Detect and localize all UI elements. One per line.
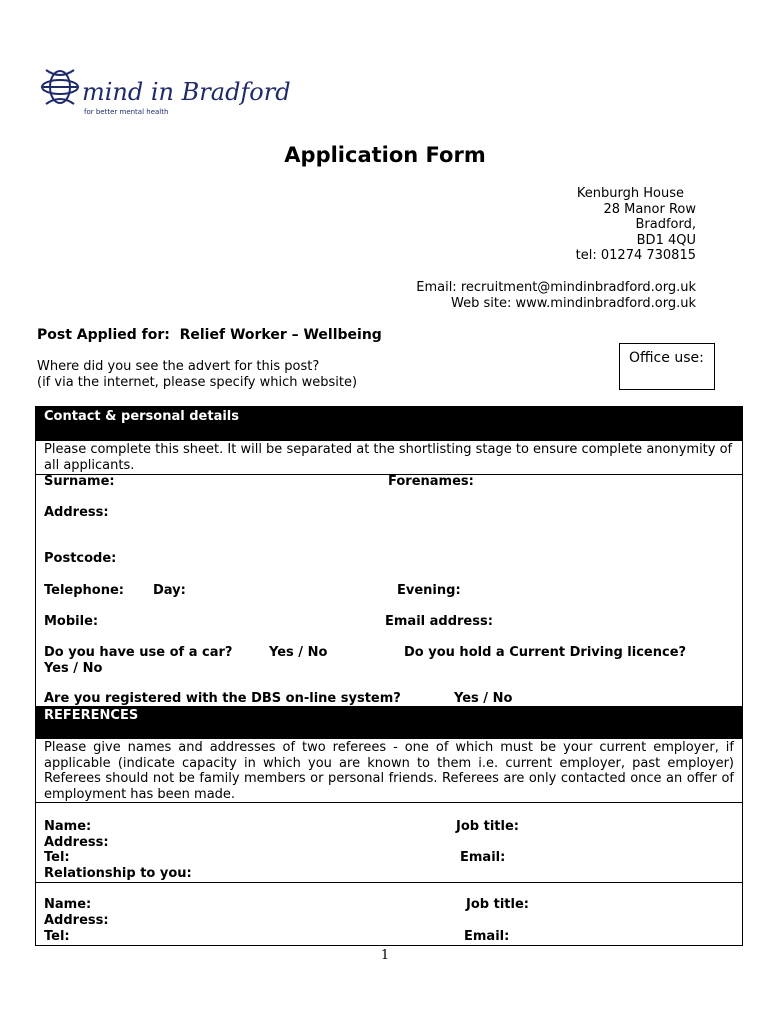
address-tel: tel: 01274 730815 (575, 248, 696, 264)
address-block (380, 186, 696, 311)
referee1-name-label: Name: (44, 819, 92, 834)
contact-intro: Please complete this sheet. It will be separated at the shortlisting stage to ensure complete anonymity of all applicants. (36, 441, 742, 475)
page-number: 1 (380, 948, 390, 963)
referee1-relationship-label: Relationship to you: (44, 866, 192, 881)
postcode-label: Postcode: (44, 551, 117, 566)
references-intro: Please give names and addresses of two referees - one of which must be your current employer, if applicable (indicate capacity in which you are known to them i.e. current employer, past employer) Referees should not be family members or personal friends. Referees are only contacted once an offer of employment has been made. (36, 739, 742, 803)
logo-tagline: for better mental health (84, 108, 169, 116)
references-section (35, 706, 743, 946)
page-title: Application Form (284, 143, 486, 167)
referee1-job-title-label: Job title: (456, 819, 519, 834)
dbs-options: Yes / No (454, 691, 513, 706)
advert-line1: Where did you see the advert for this post? (37, 359, 320, 374)
forenames-label: Forenames: (388, 474, 474, 489)
post-applied (37, 327, 382, 343)
logo-name: mind in Bradford (82, 78, 291, 106)
referee2-tel-label: Tel: (44, 929, 70, 944)
contact-section (35, 406, 743, 708)
address-web: Web site: www.mindinbradford.org.uk (451, 295, 696, 311)
car-question: Do you have use of a car? (44, 645, 233, 660)
logo (36, 58, 336, 120)
references-heading-band (36, 707, 742, 739)
advert-question (37, 359, 357, 390)
day-label: Day: (153, 583, 186, 598)
referee2-address-label: Address: (44, 913, 109, 928)
referee1-email-label: Email: (460, 850, 506, 865)
contact-heading-band (36, 407, 742, 441)
contact-heading: Contact & personal details (44, 409, 239, 424)
advert-line2: (if via the internet, please specify which website) (37, 374, 358, 390)
licence-question: Do you hold a Current Driving licence? (404, 645, 687, 660)
address-line4: BD1 4QU (636, 232, 696, 248)
address-line1: Kenburgh House (576, 186, 684, 201)
referee-divider (36, 882, 742, 883)
mobile-label: Mobile: (44, 614, 99, 629)
address-line3: Bradford, (635, 217, 696, 233)
referee2-email-label: Email: (464, 929, 510, 944)
car-options: Yes / No (269, 645, 328, 660)
telephone-label: Telephone: (44, 583, 124, 598)
evening-label: Evening: (397, 583, 461, 598)
office-use-label: Office use: (629, 350, 704, 366)
post-label: Post Applied for: (37, 327, 170, 343)
post-value: Relief Worker – Wellbeing (179, 327, 382, 343)
address-email: Email: recruitment@mindinbradford.org.uk (416, 279, 696, 295)
office-use-box (619, 343, 715, 390)
dbs-question: Are you registered with the DBS on-line system? (44, 691, 401, 706)
referee1-address-label: Address: (44, 835, 109, 850)
referee2-job-title-label: Job title: (466, 897, 529, 912)
referee1-tel-label: Tel: (44, 850, 70, 865)
address-line2: 28 Manor Row (603, 201, 696, 217)
licence-options: Yes / No (44, 661, 103, 676)
references-heading: REFERENCES (44, 708, 139, 723)
address-label: Address: (44, 505, 109, 520)
email-address-label: Email address: (385, 614, 493, 629)
mind-logo-icon (36, 58, 84, 116)
surname-label: Surname: (44, 474, 115, 489)
referee2-name-label: Name: (44, 897, 92, 912)
